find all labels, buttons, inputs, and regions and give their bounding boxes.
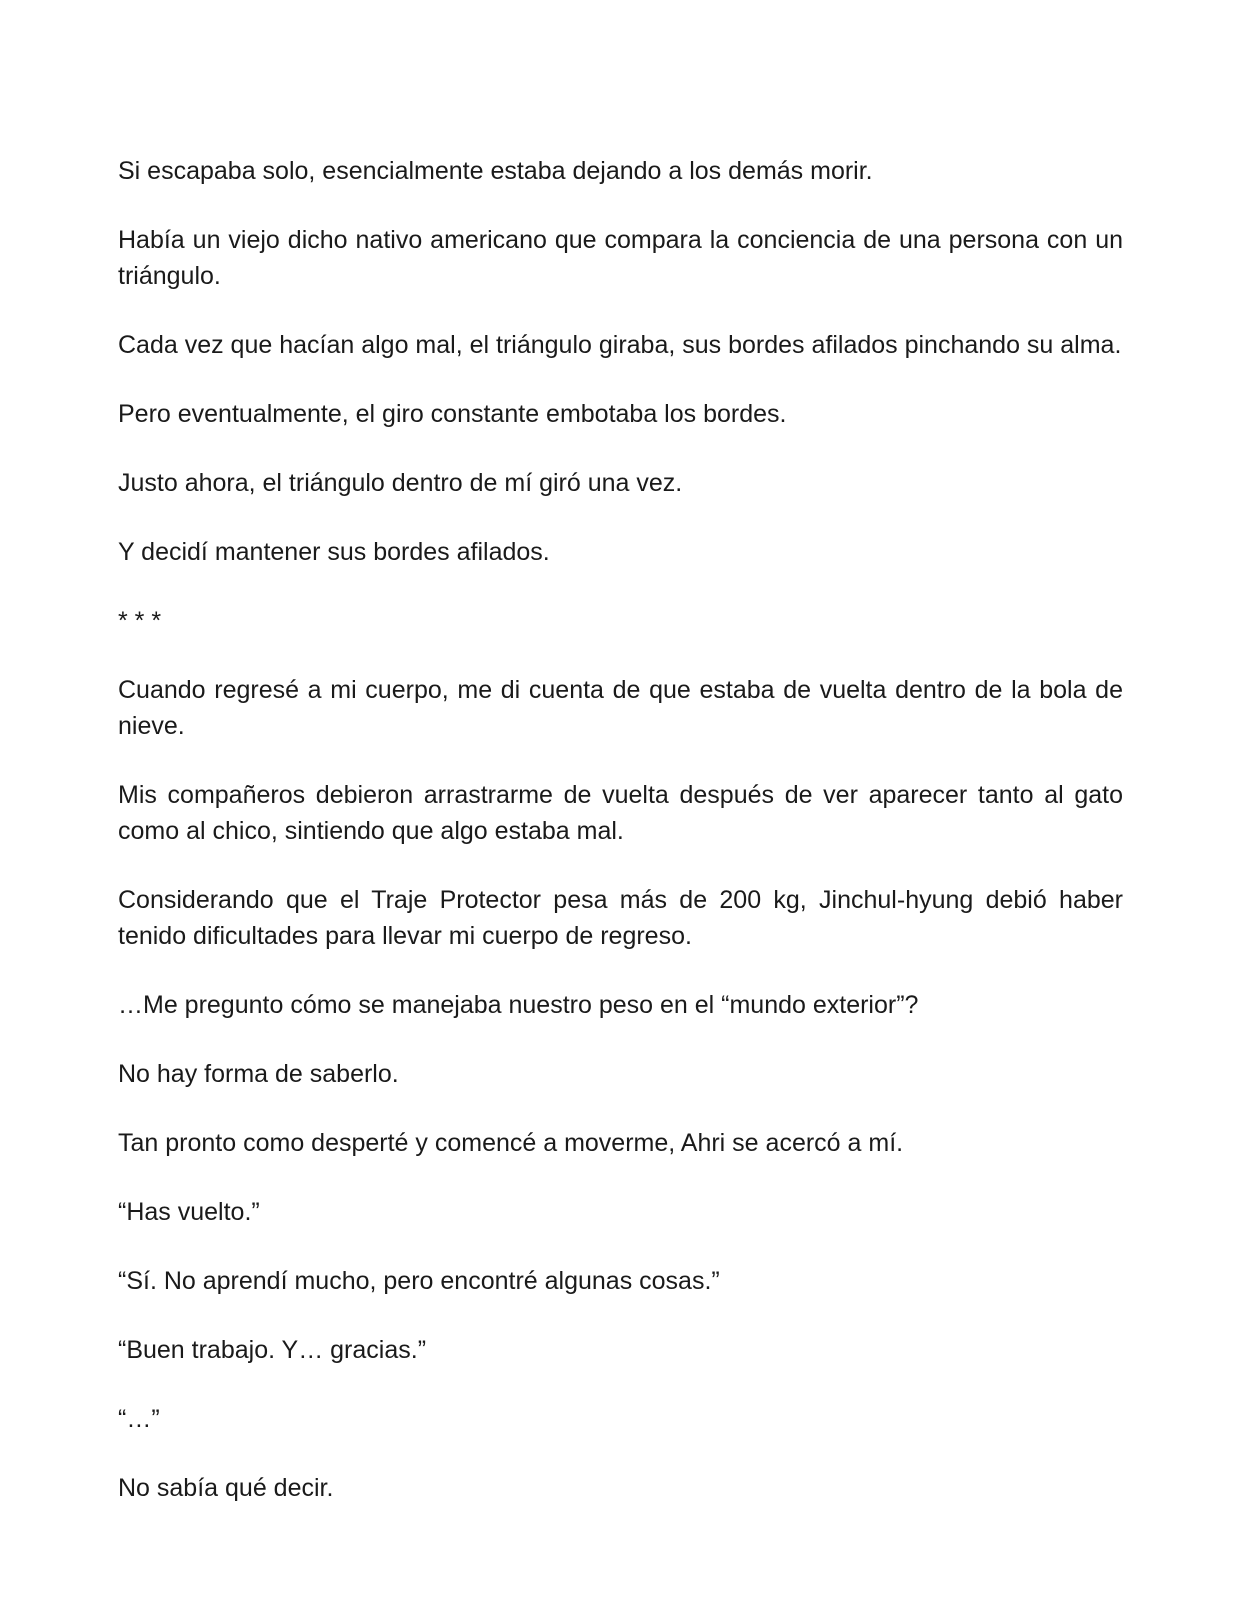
- dialogue-line: “…”: [118, 1405, 160, 1433]
- paragraph: Había un viejo dicho nativo americano que compara la conciencia de una persona con un triángulo.: [118, 226, 1123, 290]
- paragraph: Considerando que el Traje Protector pesa más de 200 kg, Jinchul-hyung debió haber tenido dificultades para llevar mi cuerpo de regreso.: [118, 886, 1123, 950]
- dialogue-line: “Has vuelto.”: [118, 1198, 260, 1226]
- paragraph: Mis compañeros debieron arrastrarme de vuelta después de ver aparecer tanto al gato como al chico, sintiendo que algo estaba mal.: [118, 781, 1123, 845]
- paragraph: Tan pronto como desperté y comencé a moverme, Ahri se acercó a mí.: [118, 1129, 904, 1157]
- paragraph: Y decidí mantener sus bordes afilados.: [118, 538, 550, 566]
- paragraph: Cada vez que hacían algo mal, el triángulo giraba, sus bordes afilados pinchando su alma.: [118, 331, 1122, 359]
- paragraph: Cuando regresé a mi cuerpo, me di cuenta de que estaba de vuelta dentro de la bola de nieve.: [118, 676, 1123, 740]
- paragraph: No sabía qué decir.: [118, 1474, 334, 1502]
- dialogue-line: “Sí. No aprendí mucho, pero encontré algunas cosas.”: [118, 1267, 720, 1295]
- dialogue-line: “Buen trabajo. Y… gracias.”: [118, 1336, 427, 1364]
- paragraph: …Me pregunto cómo se manejaba nuestro peso en el “mundo exterior”?: [118, 991, 919, 1019]
- paragraph: No hay forma de saberlo.: [118, 1060, 399, 1088]
- paragraph: Si escapaba solo, esencialmente estaba dejando a los demás morir.: [118, 157, 873, 185]
- text-body: [118, 153, 1123, 1539]
- paragraph: Justo ahora, el triángulo dentro de mí giró una vez.: [118, 469, 683, 497]
- scene-break: * * *: [118, 607, 162, 635]
- paragraph: Pero eventualmente, el giro constante embotaba los bordes.: [118, 400, 787, 428]
